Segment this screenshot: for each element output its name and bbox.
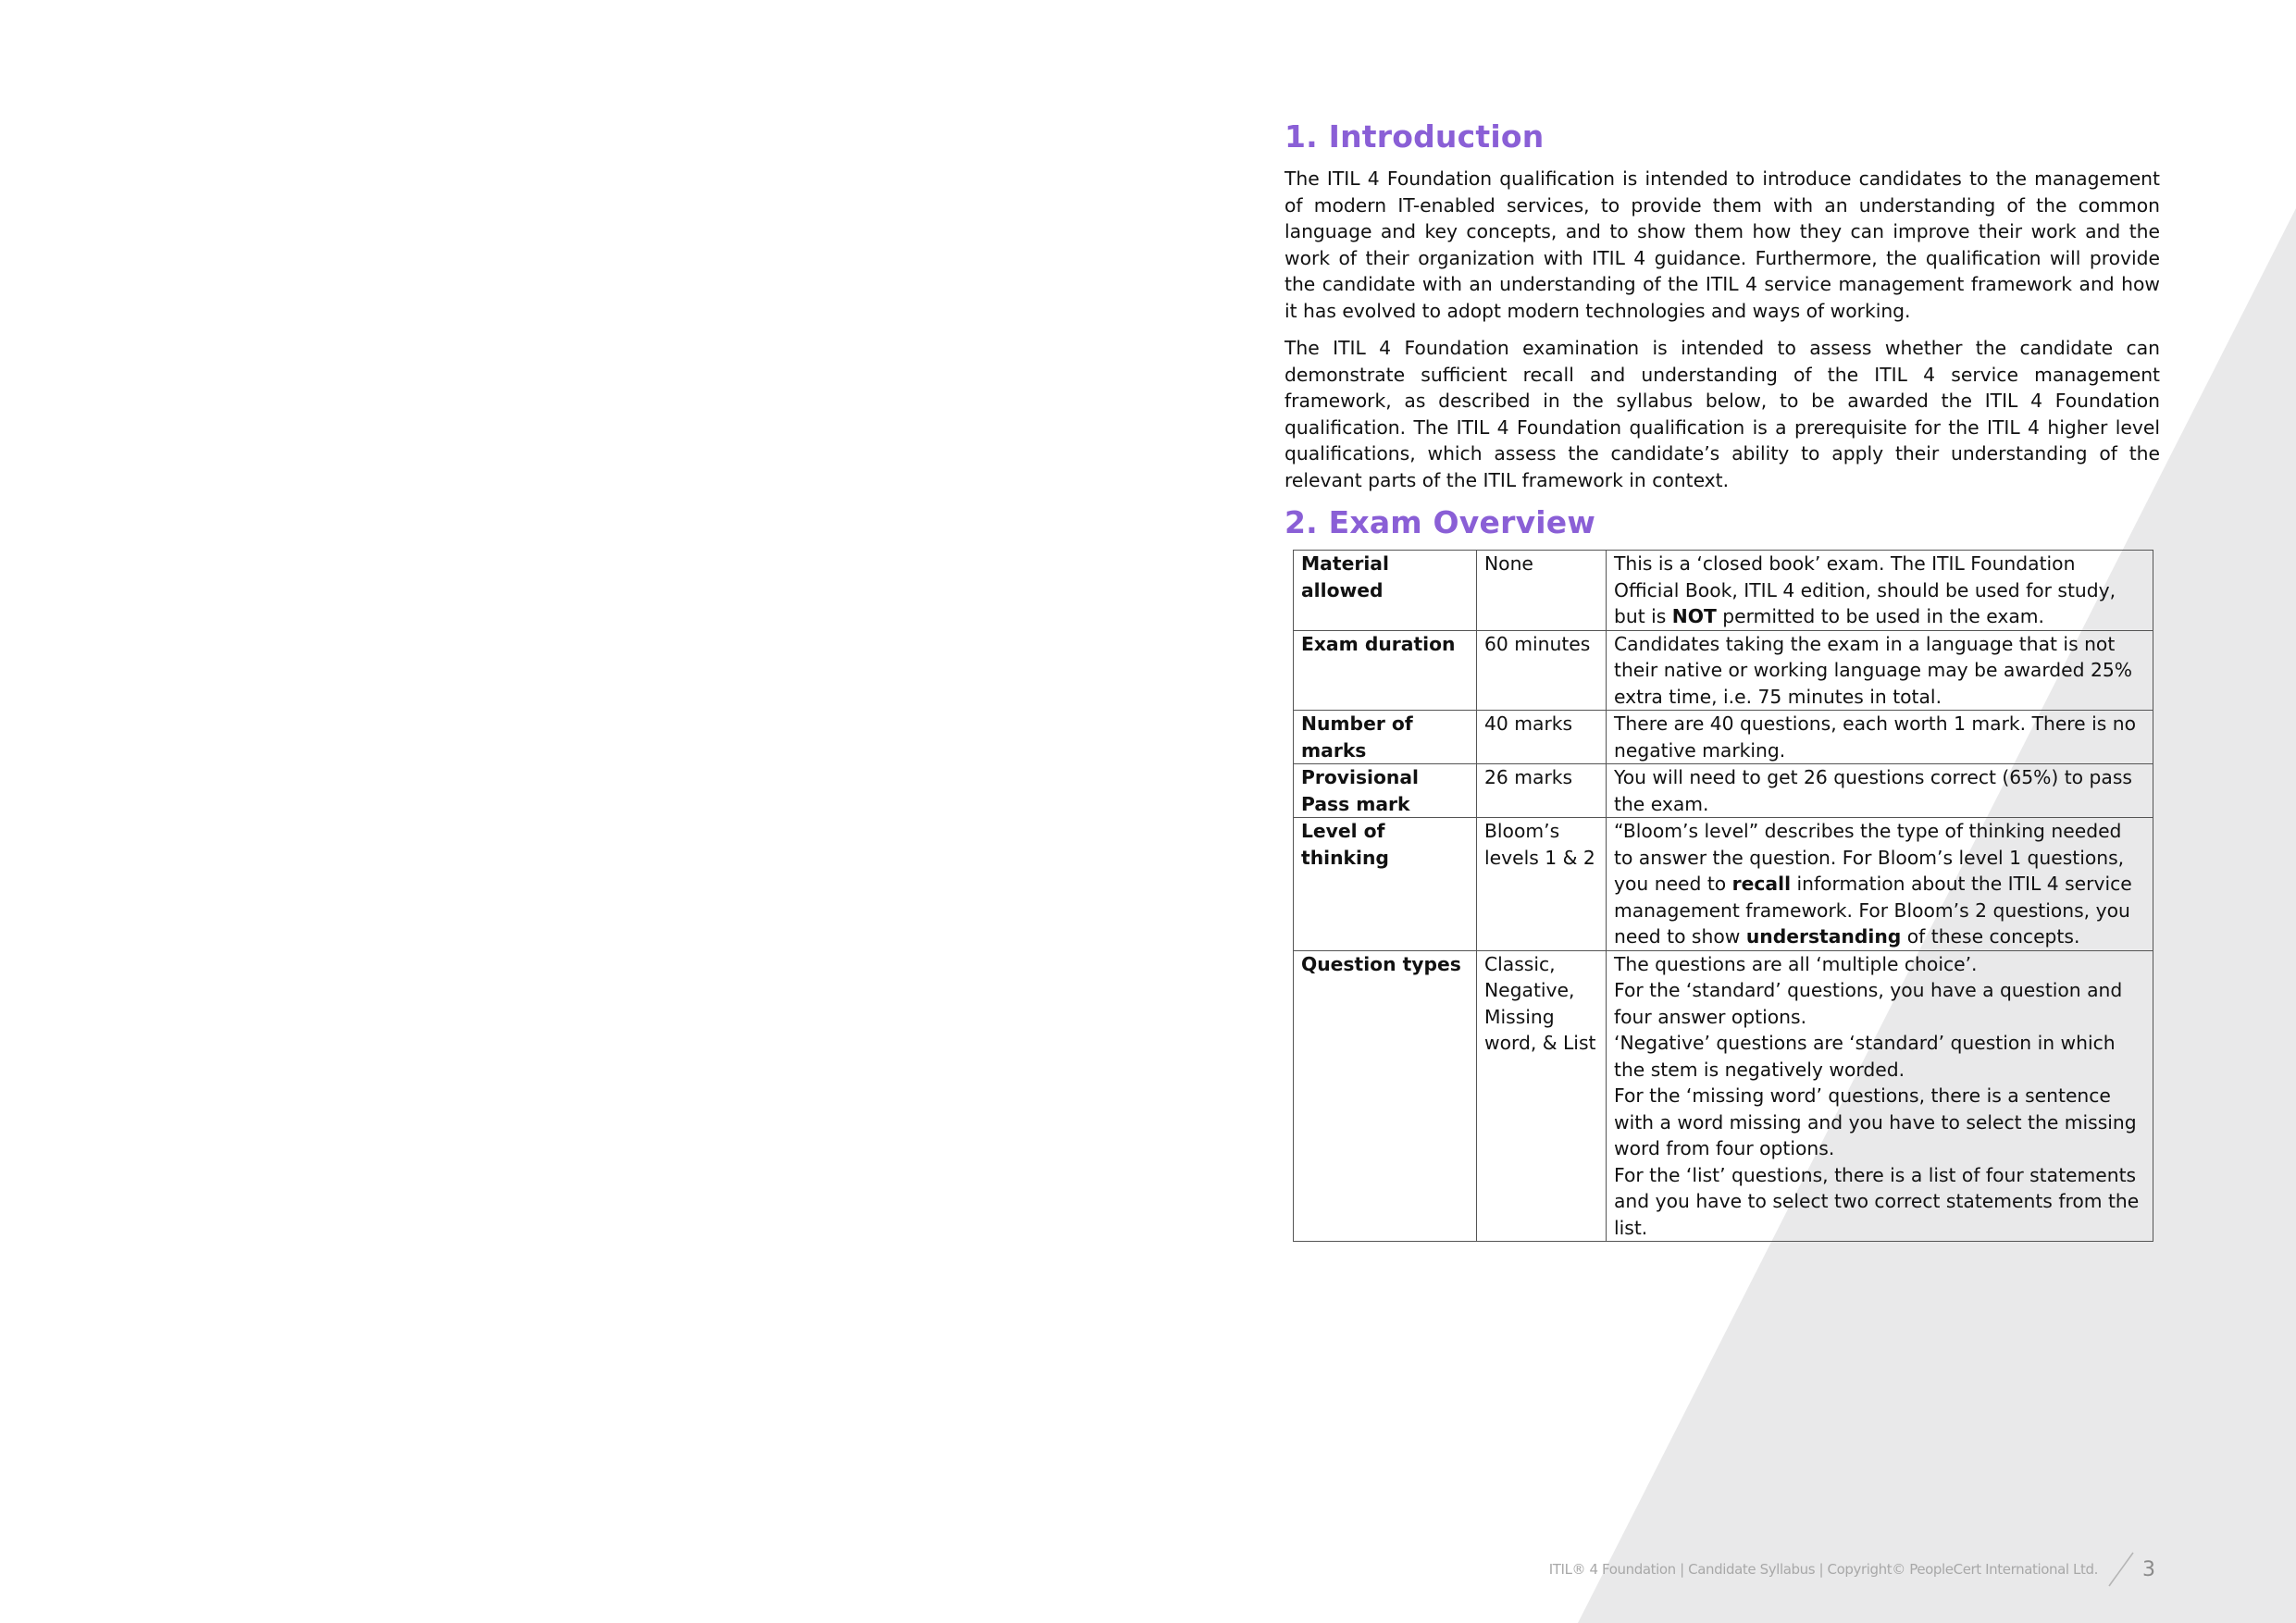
row-label: Exam duration: [1294, 630, 1477, 711]
row-value: None: [1477, 551, 1607, 631]
row-value: 60 minutes: [1477, 630, 1607, 711]
page-footer: [1549, 1551, 2155, 1588]
description-line: The questions are all ‘multiple choice’.: [1614, 952, 1978, 975]
row-description: “Bloom’s level” describes the type of thinking needed to answer the question. For Bloom’s level 1 questions, you need to recall information about the ITIL 4 service management framework. For Bloom’s 2 questions, you need to show understanding of these concepts.: [1607, 818, 2153, 951]
table-row: [1294, 950, 2153, 1242]
footer-text: ITIL® 4 Foundation | Candidate Syllabus | Copyright© PeopleCert International Ltd.: [1548, 1561, 2098, 1578]
slash-divider-icon: [2105, 1551, 2137, 1588]
row-description: This is a ‘closed book’ exam. The ITIL Foundation Official Book, ITIL 4 edition, should be used for study, but is NOT permitted to be used in the exam.: [1607, 551, 2153, 631]
description-line: For the ‘missing word’ questions, there is a sentence with a word missing and you have to select the missing word from four options.: [1614, 1084, 2137, 1159]
row-label: Question types: [1294, 950, 1477, 1242]
table-row: [1294, 711, 2153, 764]
row-description: [1607, 950, 2153, 1242]
row-label: Provisional Pass mark: [1294, 764, 1477, 818]
table-row: [1294, 818, 2153, 951]
description-line: For the ‘standard’ questions, you have a question and four answer options.: [1614, 979, 2123, 1028]
introduction-paragraph-1: The ITIL 4 Foundation qualification is intended to introduce candidates to the management of modern IT-enabled services, to provide them with an understanding of the common language and key concepts, and to show them how they can improve their work and the work of their organization with ITIL 4 guidance. Furthermore, the qualification will provide the candidate with an understanding of the ITIL 4 service management framework and how it has evolved to adopt modern technologies and ways of working.: [1285, 167, 2160, 322]
table-row: [1294, 764, 2153, 818]
table-row: [1294, 551, 2153, 631]
row-description: There are 40 questions, each worth 1 mark. There is no negative marking.: [1607, 711, 2153, 764]
introduction-paragraph-2: The ITIL 4 Foundation examination is intended to assess whether the candidate can demonstrate sufficient recall and understanding of the ITIL 4 service management framework, as described in the syllabus below, to be awarded the ITIL 4 Foundation qualification. The ITIL 4 Foundation qualification is a prerequisite for the ITIL 4 higher level qualifications, which assess the candidate’s ability to apply their understanding of the relevant parts of the ITIL framework in context.: [1285, 337, 2160, 491]
row-label: Number of marks: [1294, 711, 1477, 764]
row-label: Level of thinking: [1294, 818, 1477, 951]
row-value: Classic, Negative, Missing word, & List: [1477, 950, 1607, 1242]
description-line: ‘Negative’ questions are ‘standard’ question in which the stem is negatively worded.: [1614, 1032, 2116, 1081]
table-row: [1294, 630, 2153, 711]
exam-overview-table: [1293, 550, 2153, 1242]
row-value: 40 marks: [1477, 711, 1607, 764]
introduction-heading: 1. Introduction: [1285, 118, 1545, 155]
row-value: Bloom’s levels 1 & 2: [1477, 818, 1607, 951]
page-content: [1285, 118, 2160, 1242]
row-value: 26 marks: [1477, 764, 1607, 818]
row-label: Material allowed: [1294, 551, 1477, 631]
description-line: For the ‘list’ questions, there is a list of four statements and you have to select two correct statements from the list.: [1614, 1163, 2140, 1239]
row-description: You will need to get 26 questions correct (65%) to pass the exam.: [1607, 764, 2153, 818]
exam-overview-heading: 2. Exam Overview: [1285, 504, 1596, 540]
page-number: 3: [2142, 1557, 2155, 1581]
row-description: Candidates taking the exam in a language that is not their native or working language may be awarded 25% extra time, i.e. 75 minutes in total.: [1607, 630, 2153, 711]
